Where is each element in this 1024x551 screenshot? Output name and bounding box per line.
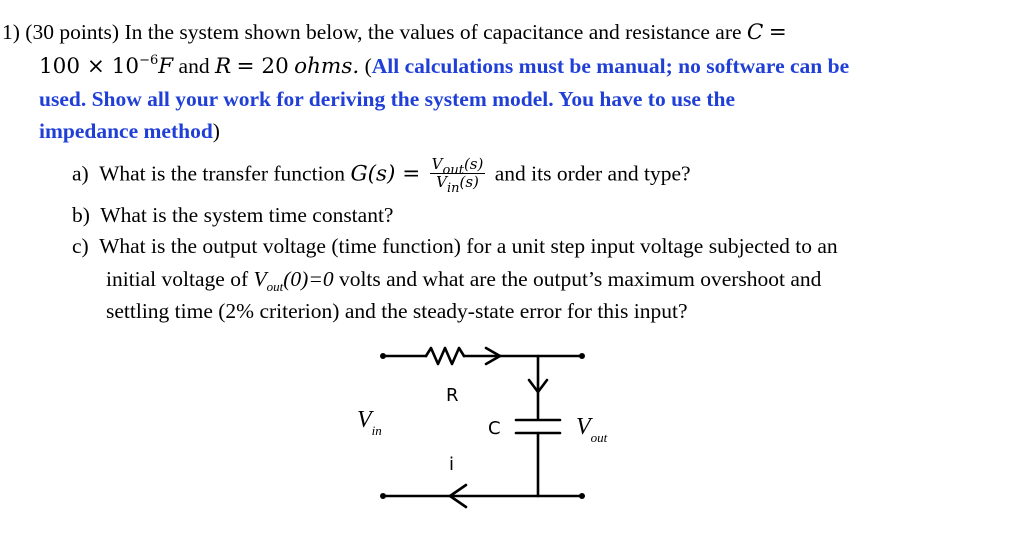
- vout-label: $V_{out}$: [576, 414, 608, 445]
- part-c-line-3: settling time (2% criterion) and the steady-state error for this input?: [106, 299, 688, 323]
- cap-symbol: C: [746, 20, 764, 45]
- terminal-bottom-left: [380, 493, 386, 499]
- transfer-function-gs: G(s) =: [350, 161, 421, 187]
- vin-label: $V_{in}$: [357, 407, 382, 438]
- cap-unit: F: [158, 54, 174, 79]
- terminal-top-right: [579, 353, 585, 359]
- cap-mantissa: 100 × 10: [39, 54, 140, 79]
- paren-open: (: [364, 54, 372, 78]
- problem-intro: In the system shown below, the values of capacitance and resistance are: [124, 20, 742, 44]
- problem-points: (30 points): [25, 20, 120, 44]
- part-a-label: a): [72, 161, 89, 186]
- part-c-text-2a: initial voltage of: [106, 267, 249, 291]
- res-unit: ohms.: [294, 54, 360, 79]
- instructions-line-1: All calculations must be manual; no software can be: [371, 54, 850, 78]
- instructions-line-3: impedance method: [39, 119, 213, 143]
- and-word: and: [178, 54, 210, 78]
- cap-exponent: −6: [139, 53, 159, 68]
- fraction-denominator: $V_{in}(s)$: [436, 173, 479, 196]
- res-value: = 20: [236, 54, 289, 79]
- part-c-label: c): [72, 234, 89, 258]
- instructions-line-2: used. Show all your work for deriving the system model. You have to use the: [39, 87, 735, 111]
- paren-close: ): [212, 119, 220, 143]
- capacitor-label: C: [488, 418, 501, 439]
- resistor-label: R: [446, 385, 459, 406]
- terminal-top-left: [380, 353, 386, 359]
- vout-initial: $V_{out}(0)=0$: [253, 267, 334, 294]
- res-symbol: R: [214, 54, 232, 79]
- part-c-text-1: What is the output voltage (time function) for a unit step input voltage subjected to an: [99, 234, 838, 258]
- part-a-text-before: What is the transfer function: [99, 161, 346, 186]
- problem-number: 1): [2, 20, 20, 44]
- part-c-text-2b: volts and what are the output’s maximum overshoot and: [338, 267, 822, 291]
- current-label: i: [449, 454, 455, 475]
- part-b-text: What is the system time constant?: [100, 203, 394, 227]
- resistor-symbol: [426, 348, 464, 364]
- terminal-bottom-right: [579, 493, 585, 499]
- fraction-numerator: $V_{out}(s)$: [431, 155, 484, 178]
- part-b-label: b): [72, 203, 90, 227]
- cap-equals: =: [768, 20, 787, 45]
- part-a-text-after: and its order and type?: [494, 161, 691, 186]
